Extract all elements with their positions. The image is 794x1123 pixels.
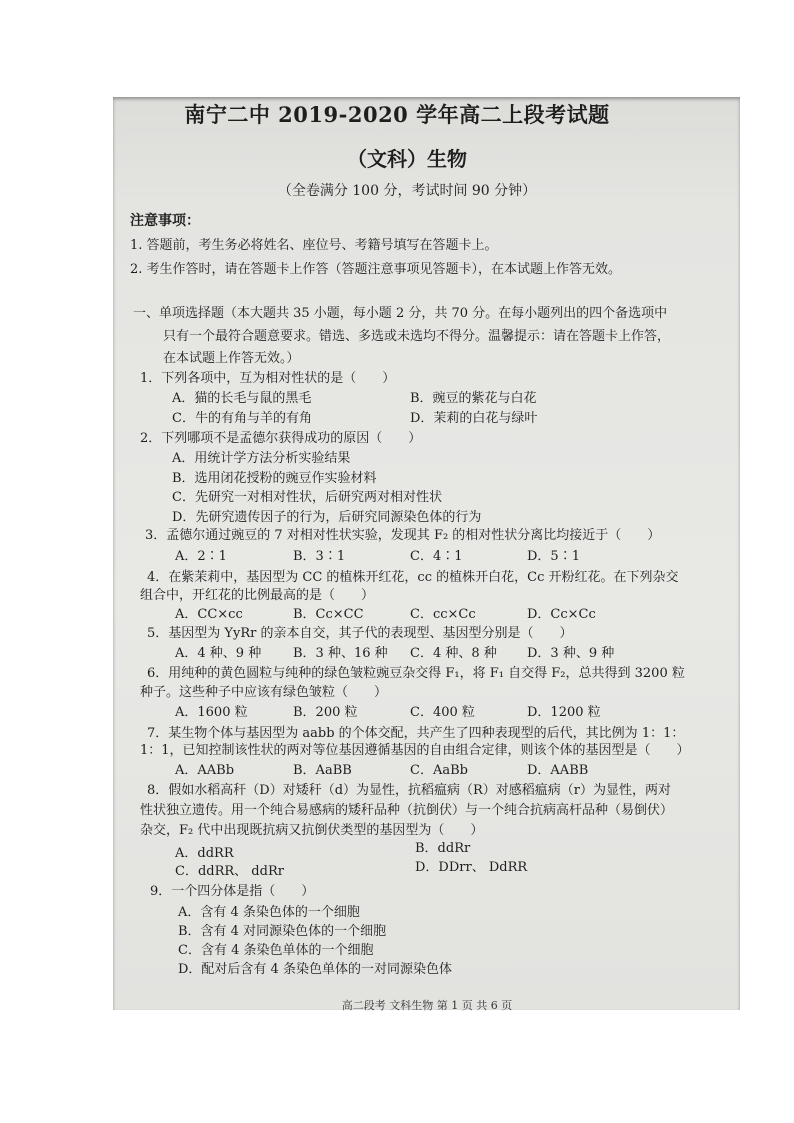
question-7-option-d: D．AABB — [527, 763, 589, 778]
question-1-option-b: B．豌豆的紫花与白花 — [410, 391, 537, 406]
question-9-option-c: C．含有 4 条染色单体的一个细胞 — [178, 943, 374, 958]
question-3-option-d: D．5∶1 — [527, 549, 580, 564]
question-8-stem: 杂交，F₂ 代中出现既抗病又抗倒伏类型的基因型为（ ） — [140, 823, 484, 838]
section-instructions: 一、单项选择题（本大题共 35 小题，每小题 2 分，共 70 分。在每小题列出的四个备选项中 — [133, 306, 668, 321]
question-1-option-d: D．茉莉的白花与绿叶 — [410, 411, 538, 426]
exam-subtitle: （文科）生物 — [347, 147, 467, 171]
question-9-option-a: A．含有 4 条染色体的一个细胞 — [178, 905, 360, 920]
question-8-stem: 8．假如水稻高秆（D）对矮秆（d）为显性，抗稻瘟病（R）对感稻瘟病（r）为显性，两对 — [147, 783, 672, 798]
question-5-option-a: A．4 种、9 种 — [175, 646, 262, 661]
question-8-option-d: D．DDrr、 DdRR — [415, 860, 528, 875]
question-2-option-b: B．选用闭花授粉的豌豆作实验材料 — [172, 471, 377, 486]
question-4-option-b: B．Cc×CC — [293, 607, 364, 622]
question-4-option-a: A．CC×cc — [175, 607, 243, 622]
question-7-stem: 1：1，已知控制该性状的两对等位基因遵循基因的自由组合定律，则该个体的基因型是（ ） — [140, 743, 690, 758]
question-5-option-d: D．3 种、9 种 — [527, 646, 615, 661]
question-2-option-c: C．先研究一对相对性状，后研究两对相对性状 — [172, 490, 442, 505]
score-note: （全卷满分 100 分，考试时间 90 分钟） — [277, 183, 537, 199]
exam-title: 南宁二中 2019-2020 学年高二上段考试题 — [184, 102, 610, 127]
question-8-option-a: A．ddRR — [175, 846, 234, 861]
question-5-option-c: C．4 种、8 种 — [410, 646, 497, 661]
question-8-option-c: C．ddRR、 ddRr — [175, 864, 284, 879]
question-6-option-b: B．200 粒 — [293, 705, 358, 720]
question-3-option-b: B．3∶1 — [293, 549, 346, 564]
question-6-option-d: D．1200 粒 — [527, 705, 601, 720]
question-1-option-c: C．牛的有角与羊的有角 — [172, 411, 312, 426]
question-4-option-d: D．Cc×Cc — [527, 607, 596, 622]
question-1-stem: 1．下列各项中，互为相对性状的是（ ） — [140, 371, 396, 386]
question-4-option-c: C．cc×Cc — [410, 607, 476, 622]
question-1-option-a: A．猫的长毛与鼠的黑毛 — [172, 391, 312, 406]
question-8-stem: 性状独立遗传。用一个纯合易感病的矮秆品种（抗倒伏）与一个纯合抗病高杆品种（易倒伏） — [140, 803, 674, 818]
question-8-option-b: B．ddRr — [415, 841, 471, 856]
question-4-stem: 4．在紫茉莉中，基因型为 CC 的植株开红花，cc 的植株开白花，Cc 开粉红花。在下列杂交 — [147, 570, 679, 585]
notice-item: 1. 答题前，考生务必将姓名、座位号、考籍号填写在答题卡上。 — [130, 238, 498, 253]
question-6-stem: 6．用纯种的黄色圆粒与纯种的绿色皱粒豌豆杂交得 F₁，将 F₁ 自交得 F₂，总共得到 3200 粒 — [147, 666, 685, 681]
notice-heading: 注意事项： — [130, 213, 200, 229]
question-9-option-d: D．配对后含有 4 条染色单体的一对同源染色体 — [178, 962, 452, 977]
question-3-stem: 3．孟德尔通过豌豆的 7 对相对性状实验，发现其 F₂ 的相对性状分离比均接近于（ ） — [145, 528, 661, 543]
question-4-stem: 组合中，开红花的比例最高的是（ ） — [140, 588, 375, 603]
question-7-option-c: C．AaBb — [410, 763, 468, 778]
question-7-stem: 7．某生物个体与基因型为 aabb 的个体交配，共产生了四种表现型的后代，其比例为 1：1： — [147, 726, 685, 741]
question-3-option-a: A．2∶1 — [175, 549, 227, 564]
question-9-option-b: B．含有 4 对同源染色体的一个细胞 — [178, 924, 387, 939]
question-2-stem: 2．下列哪项不是孟德尔获得成功的原因（ ） — [140, 431, 422, 446]
question-6-option-a: A．1600 粒 — [175, 705, 248, 720]
notice-item: 2. 考生作答时，请在答题卡上作答（答题注意事项见答题卡），在本试题上作答无效。 — [130, 262, 622, 277]
page-footer: 高二段考 文科生物 第 1 页 共 6 页 — [341, 999, 513, 1012]
question-2-option-a: A．用统计学方法分析实验结果 — [172, 451, 351, 466]
question-6-option-c: C．400 粒 — [410, 705, 475, 720]
question-6-stem: 种子。这些种子中应该有绿色皱粒（ ） — [140, 685, 388, 700]
question-7-option-a: A．AABb — [175, 763, 235, 778]
question-3-option-c: C．4∶1 — [410, 549, 463, 564]
section-instructions: 在本试题上作答无效。） — [163, 351, 300, 366]
question-9-stem: 9．一个四分体是指（ ） — [150, 884, 315, 899]
question-5-option-b: B．3 种、16 种 — [293, 646, 388, 661]
question-7-option-b: B．AaBB — [293, 763, 352, 778]
question-2-option-d: D．先研究遗传因子的行为，后研究同源染色体的行为 — [172, 510, 482, 525]
question-5-stem: 5．基因型为 YyRr 的亲本自交，其子代的表现型、基因型分别是（ ） — [147, 626, 573, 641]
section-instructions: 只有一个最符合题意要求。错选、多选或未选均不得分。温馨提示：请在答题卡上作答， — [163, 329, 671, 344]
